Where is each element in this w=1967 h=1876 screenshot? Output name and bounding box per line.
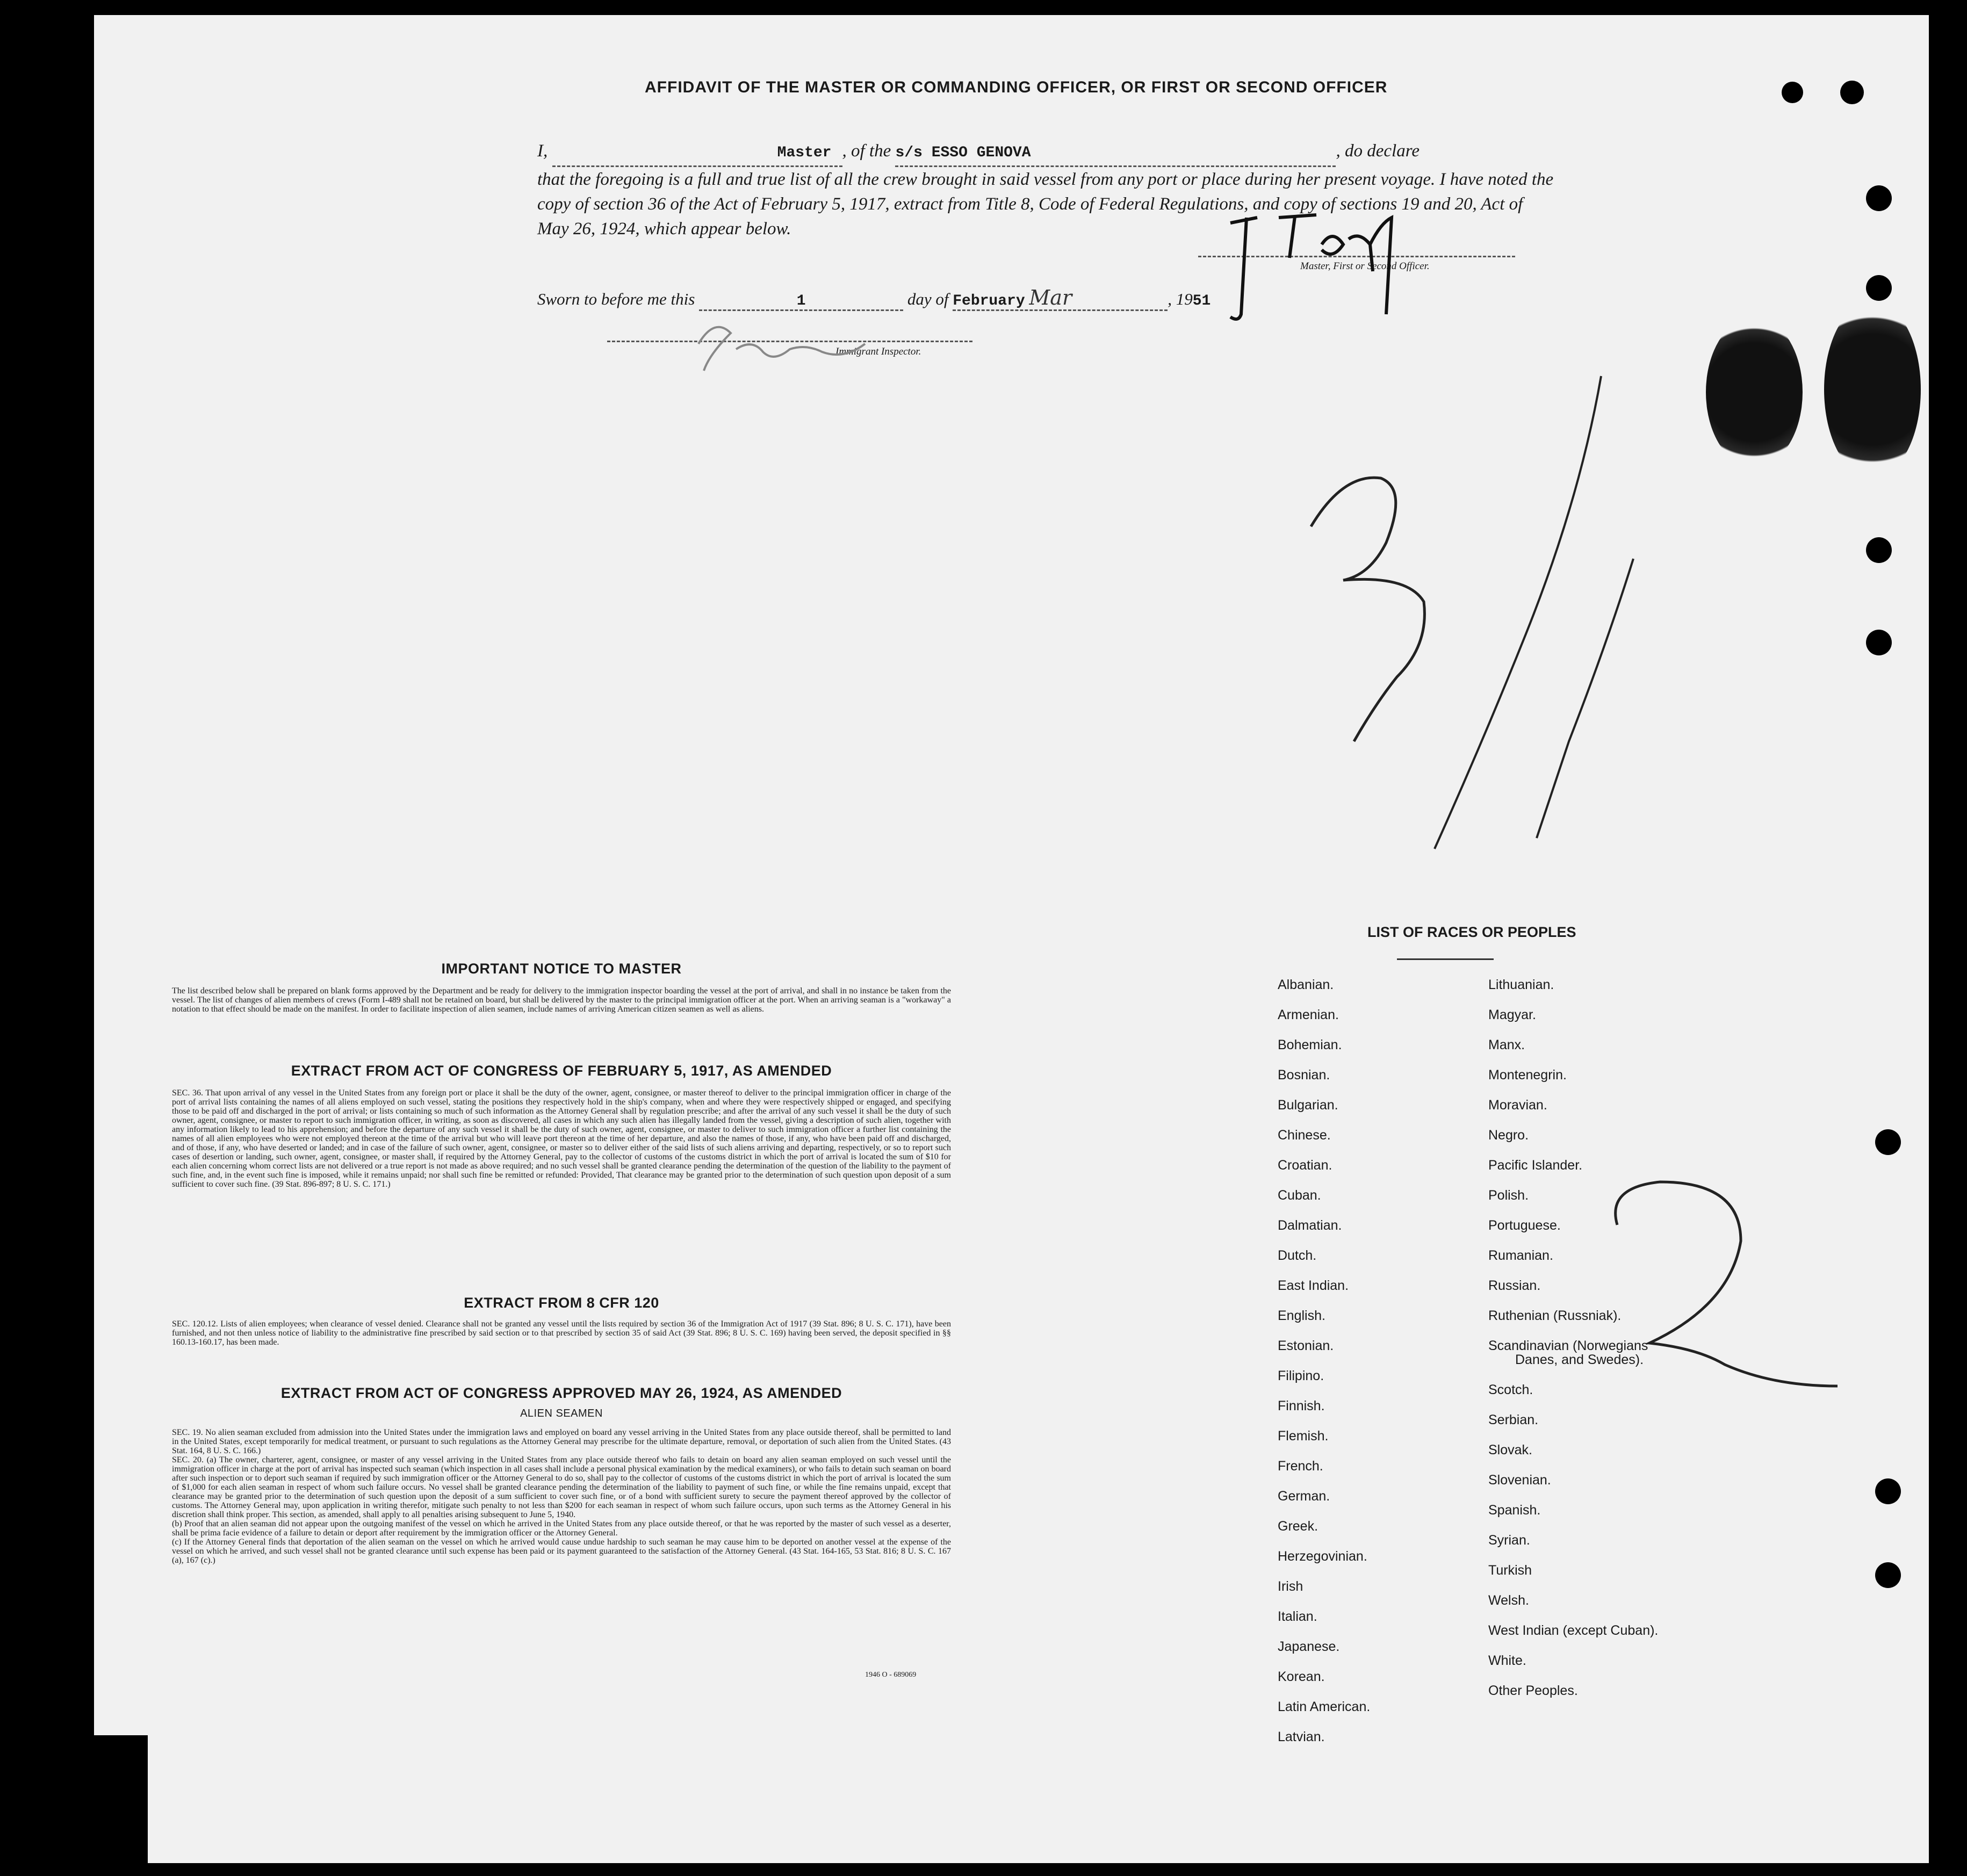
race-item: West Indian (except Cuban). — [1488, 1623, 1659, 1638]
race-item: Dalmatian. — [1278, 1218, 1342, 1233]
race-item: Russian. — [1488, 1278, 1541, 1293]
race-item: Portuguese. — [1488, 1218, 1561, 1233]
race-item: East Indian. — [1278, 1278, 1349, 1293]
race-item: Japanese. — [1278, 1639, 1340, 1654]
race-item: Scandinavian (Norwegians — [1488, 1338, 1648, 1353]
race-item: Estonian. — [1278, 1338, 1334, 1353]
race-item: Ruthenian (Russniak). — [1488, 1308, 1622, 1323]
sworn-line — [537, 286, 1211, 311]
affidavit-line-4: May 26, 1924, which appear below. — [537, 219, 791, 239]
officer-caption: Master, First or Second Officer. — [1300, 261, 1430, 272]
month-field — [953, 286, 1168, 311]
pencil-annotation-3-1 — [1300, 365, 1666, 881]
extract-1917-text: SEC. 36. That upon arrival of any vessel in the United States from any foreign port or place it shall be the duty of the owner, agent, consignee, or master thereof to deliver to the principal immigration officer in charge of the port of arrival lists containing the names of all aliens employed on such vessel, stating the positions they respectively hold in the ship's company, when and where they were respectively shipped or engaged, and specifying those to be paid off and discharged in the port of arrival; or lists containing so much of such information as the Attorney General shall by regulation prescribe; and after the arrival of any such vessel it shall be the duty of such owner, agent, consignee, or master to report to such immigration officer, in writing, as soon as discovered, all cases in which any such alien has illegally landed from the vessel, giving a description of such alien, together with any information likely to lead to his apprehension; and before the departure of any such vessel it shall be the duty of such owner, agent, consignee, or master to deliver to such immigration officer a further list containing the names of all alien employees who were not employed thereon at the time of the arrival but who will leave port thereon at the time of her departure, and also the names of those, if any, who have been paid off and discharged, and of those, if any, who have deserted or landed; and in case of the failure of such owner, agent, consignee, or master so to deliver either of the said lists of such aliens arriving and departing, respectively, or so to report such cases of desertion or landing, such owner, agent, consignee, or master shall, if required by the Attorney General, pay to the collector of customs of the customs district in which the port of arrival is located the sum of $10 for each alien concerning whom correct lists are not delivered or a true report is not made as above required; and no such vessel shall be granted clearance pending the determination of the question of the liability to the payment of such fine, and, in the event such fine is imposed, while it remains unpaid; nor shall such fine be remitted or refunded: Provided, That clearance may be granted prior to the determination of such question upon deposit of a sum sufficient to cover such fine. (39 Stat. 896-897; 8 U. S. C. 171.) — [172, 1088, 951, 1189]
punch-hole — [1866, 630, 1892, 655]
declare-label: , do declare — [1336, 141, 1420, 161]
race-item: Chinese. — [1278, 1128, 1331, 1143]
extract-1924-heading: EXTRACT FROM ACT OF CONGRESS APPROVED MAY 26, 1924, AS AMENDED — [280, 1385, 842, 1401]
race-item: Welsh. — [1488, 1593, 1529, 1608]
race-item: White. — [1488, 1653, 1526, 1668]
affidavit-line-2: that the foregoing is a full and true list of all the crew brought in said vessel from any port or place during her present voyage. I have noted the — [537, 170, 1554, 189]
notary-seal-left — [1706, 317, 1803, 467]
race-item: Cuban. — [1278, 1188, 1321, 1203]
race-item: Albanian. — [1278, 977, 1334, 992]
notice-text: The list described below shall be prepared on blank forms approved by the Department and be ready for delivery to the immigration inspector boarding the vessel at the port of arrival, and shall in no instance be taken from the vessel. The list of changes of alien members of crews (Form I-489 shall not be retained on board, but shall be delivered by the master to the principal immigration officer at the port. When an arriving seaman is a "workaway" a notation to that effect should be made on the manifest. In order to facilitate inspection of alien seamen, include names of arriving American citizen seamen as well as aliens. — [172, 986, 951, 1014]
race-item: Finnish. — [1278, 1398, 1325, 1413]
race-item: Serbian. — [1488, 1412, 1539, 1427]
race-item: Manx. — [1488, 1037, 1525, 1052]
rank-value: Master — [777, 145, 832, 161]
races-heading-rule — [1397, 958, 1494, 960]
race-item: Bosnian. — [1278, 1067, 1330, 1083]
punch-hole — [1875, 1562, 1901, 1588]
extract-1924-text: SEC. 19. No alien seaman excluded from admission into the United States under the immigration laws and employed on board any vessel arriving in the United States from any place outside thereof, shall be permitted to land in the United States, except temporarily for medical treatment, or pursuant to such regulations as the Attorney General may prescribe for the ultimate departure, removal, or deportation of such alien from the United States. (43 Stat. 164, 8 U. S. C. 166.) SEC. 20. (a) The owner, charterer, agent, consignee, or master of any vessel arriving in the United States from any place outside thereof who fails to detain on board any alien seaman employed on such vessel until the immigration officer in charge at the port of arrival has inspected such seaman (which inspection in all cases shall include a personal physical examination by the medical examiners), or who fails to detain such seaman on board after such inspection or to deport such seaman if required by such immigration officer or the Attorney General to do so, shall pay to the collector of customs of the customs district in which the port of arrival is located the sum of $1,000 for each alien seaman in respect of whom such failure occurs. No vessel shall be granted clearance pending the determination of the liability to payment of such fine, or while the fine remains unpaid, except that clearance may be granted prior to the determination of such question upon the deposit of a sum sufficient to cover such fine, or of a bond with sufficient surety to secure the payment thereof approved by the collector of customs. The Attorney General may, upon application in writing therefor, mitigate such penalty to not less than $200 for each seaman in respect of whom such failure occurs, upon such terms as the Attorney General in his discretion shall think proper. This section, as amended, shall apply to all penalties arising subsequent to June 5, 1940. (b) Proof that an alien seaman did not appear upon the outgoing manifest of the vessel on which he arrived in the United States from any place outside thereof, or that he was reported by the master of such vessel as a deserter, shall be prima facie evidence of a failure to detain or deport after requirement by the immigration officer or the Attorney General. (c) If the Attorney General finds that deportation of the alien seaman on the vessel on which he arrived would cause undue hardship to such seaman he may cause him to be deported on another vessel at the expense of the vessel on which he arrived, and such vessel shall not be granted clearance until such expense has been paid or its payment guaranteed to the satisfaction of the Attorney General. (43 Stat. 164-165, 53 Stat. 816; 8 U. S. C. 167 (a), 167 (c).) — [172, 1428, 951, 1565]
alien-seamen-subheading: ALIEN SEAMEN — [520, 1408, 603, 1419]
month-handwritten: Mar — [1029, 286, 1072, 309]
affidavit-line-1 — [537, 139, 1521, 167]
race-item: Korean. — [1278, 1669, 1325, 1684]
race-item: English. — [1278, 1308, 1325, 1323]
extract-cfr-heading: EXTRACT FROM 8 CFR 120 — [464, 1295, 659, 1311]
race-item: Lithuanian. — [1488, 977, 1554, 992]
punch-hole — [1866, 537, 1892, 563]
race-item: Herzegovinian. — [1278, 1549, 1367, 1564]
race-item: Greek. — [1278, 1519, 1318, 1534]
affidavit-line-3: copy of section 36 of the Act of February 5, 1917, extract from Title 8, Code of Federal Regulations, and copy of sections 19 and 20, Act of — [537, 194, 1523, 214]
print-code: 1946 O - 689069 — [865, 1671, 917, 1679]
races-right-column — [1488, 970, 1658, 1706]
race-item: Croatian. — [1278, 1158, 1332, 1173]
notice-heading: IMPORTANT NOTICE TO MASTER — [441, 961, 682, 977]
race-item: Slovenian. — [1488, 1473, 1551, 1488]
races-heading: LIST OF RACES OR PEOPLES — [1367, 924, 1576, 940]
race-item: Italian. — [1278, 1609, 1317, 1624]
race-item: Dutch. — [1278, 1248, 1317, 1263]
race-item: Armenian. — [1278, 1007, 1339, 1022]
year-prefix: , 19 — [1168, 290, 1193, 308]
inspector-signature — [682, 312, 908, 376]
day-of-label: day of — [907, 290, 949, 308]
race-item: Pacific Islander. — [1488, 1158, 1583, 1173]
race-item: Magyar. — [1488, 1007, 1536, 1022]
punch-hole — [1840, 81, 1864, 104]
punch-hole — [1875, 1478, 1901, 1504]
race-item: German. — [1278, 1489, 1330, 1504]
race-item: Moravian. — [1488, 1098, 1547, 1113]
inspector-caption: Immigrant Inspector. — [835, 346, 921, 357]
punch-hole — [1866, 275, 1892, 301]
document-title: AFFIDAVIT OF THE MASTER OR COMMANDING OFFICER, OR FIRST OR SECOND OFFICER — [645, 78, 1388, 96]
race-item: Filipino. — [1278, 1368, 1324, 1383]
race-item: Irish — [1278, 1579, 1303, 1594]
race-item: Negro. — [1488, 1128, 1529, 1143]
month-typed: February — [953, 293, 1025, 309]
race-item: Bohemian. — [1278, 1037, 1342, 1052]
officer-signature — [1209, 207, 1402, 330]
vessel-value: s/s ESSO GENOVA — [895, 145, 1031, 161]
race-item: Latin American. — [1278, 1699, 1371, 1714]
race-item: Danes, and Swedes). — [1515, 1352, 1644, 1367]
punch-hole — [1782, 82, 1803, 103]
punch-hole — [1875, 1129, 1901, 1155]
punch-hole — [1866, 185, 1892, 211]
race-item: Montenegrin. — [1488, 1067, 1567, 1083]
extract-cfr-text: SEC. 120.12. Lists of alien employees; when clearance of vessel denied. Clearance shall not be granted any vessel until the lists required by section 36 of the Immigration Act of 1917 (39 Stat. 896; 8 U. S. C. 171), have been furnished, and not then unless notice of liability to the administrative fine prescribed by said section or to that prescribed by section 35 of said Act (39 Stat. 896; 8 U. S. C. 169) having been served, the deposit specified in §§ 160.13-160.17, has been made. — [172, 1319, 951, 1347]
race-item: Syrian. — [1488, 1533, 1530, 1548]
sworn-label: Sworn to before me this — [537, 290, 695, 308]
notary-seal-right — [1824, 301, 1921, 478]
races-left-column — [1278, 970, 1370, 1752]
day-field — [699, 290, 903, 311]
race-item: Flemish. — [1278, 1428, 1329, 1444]
affidavit-i-label: I, — [537, 141, 548, 161]
page-corner-curl — [83, 1735, 148, 1876]
race-item: Bulgarian. — [1278, 1098, 1338, 1113]
year-suffix: 51 — [1192, 293, 1211, 309]
race-item: Polish. — [1488, 1188, 1529, 1203]
race-item: Scotch. — [1488, 1382, 1533, 1397]
day-value: 1 — [796, 293, 806, 309]
rank-field — [552, 139, 842, 167]
race-item: Turkish — [1488, 1563, 1532, 1578]
extract-1917-heading: EXTRACT FROM ACT OF CONGRESS OF FEBRUARY 5, 1917, AS AMENDED — [291, 1063, 832, 1079]
race-item: Slovak. — [1488, 1442, 1532, 1457]
race-item: Latvian. — [1278, 1729, 1325, 1744]
vessel-field — [895, 139, 1336, 167]
race-item: French. — [1278, 1459, 1323, 1474]
race-item: Rumanian. — [1488, 1248, 1553, 1263]
of-the-label: , of the — [842, 141, 891, 161]
race-item: Spanish. — [1488, 1503, 1541, 1518]
race-item: Other Peoples. — [1488, 1683, 1578, 1698]
